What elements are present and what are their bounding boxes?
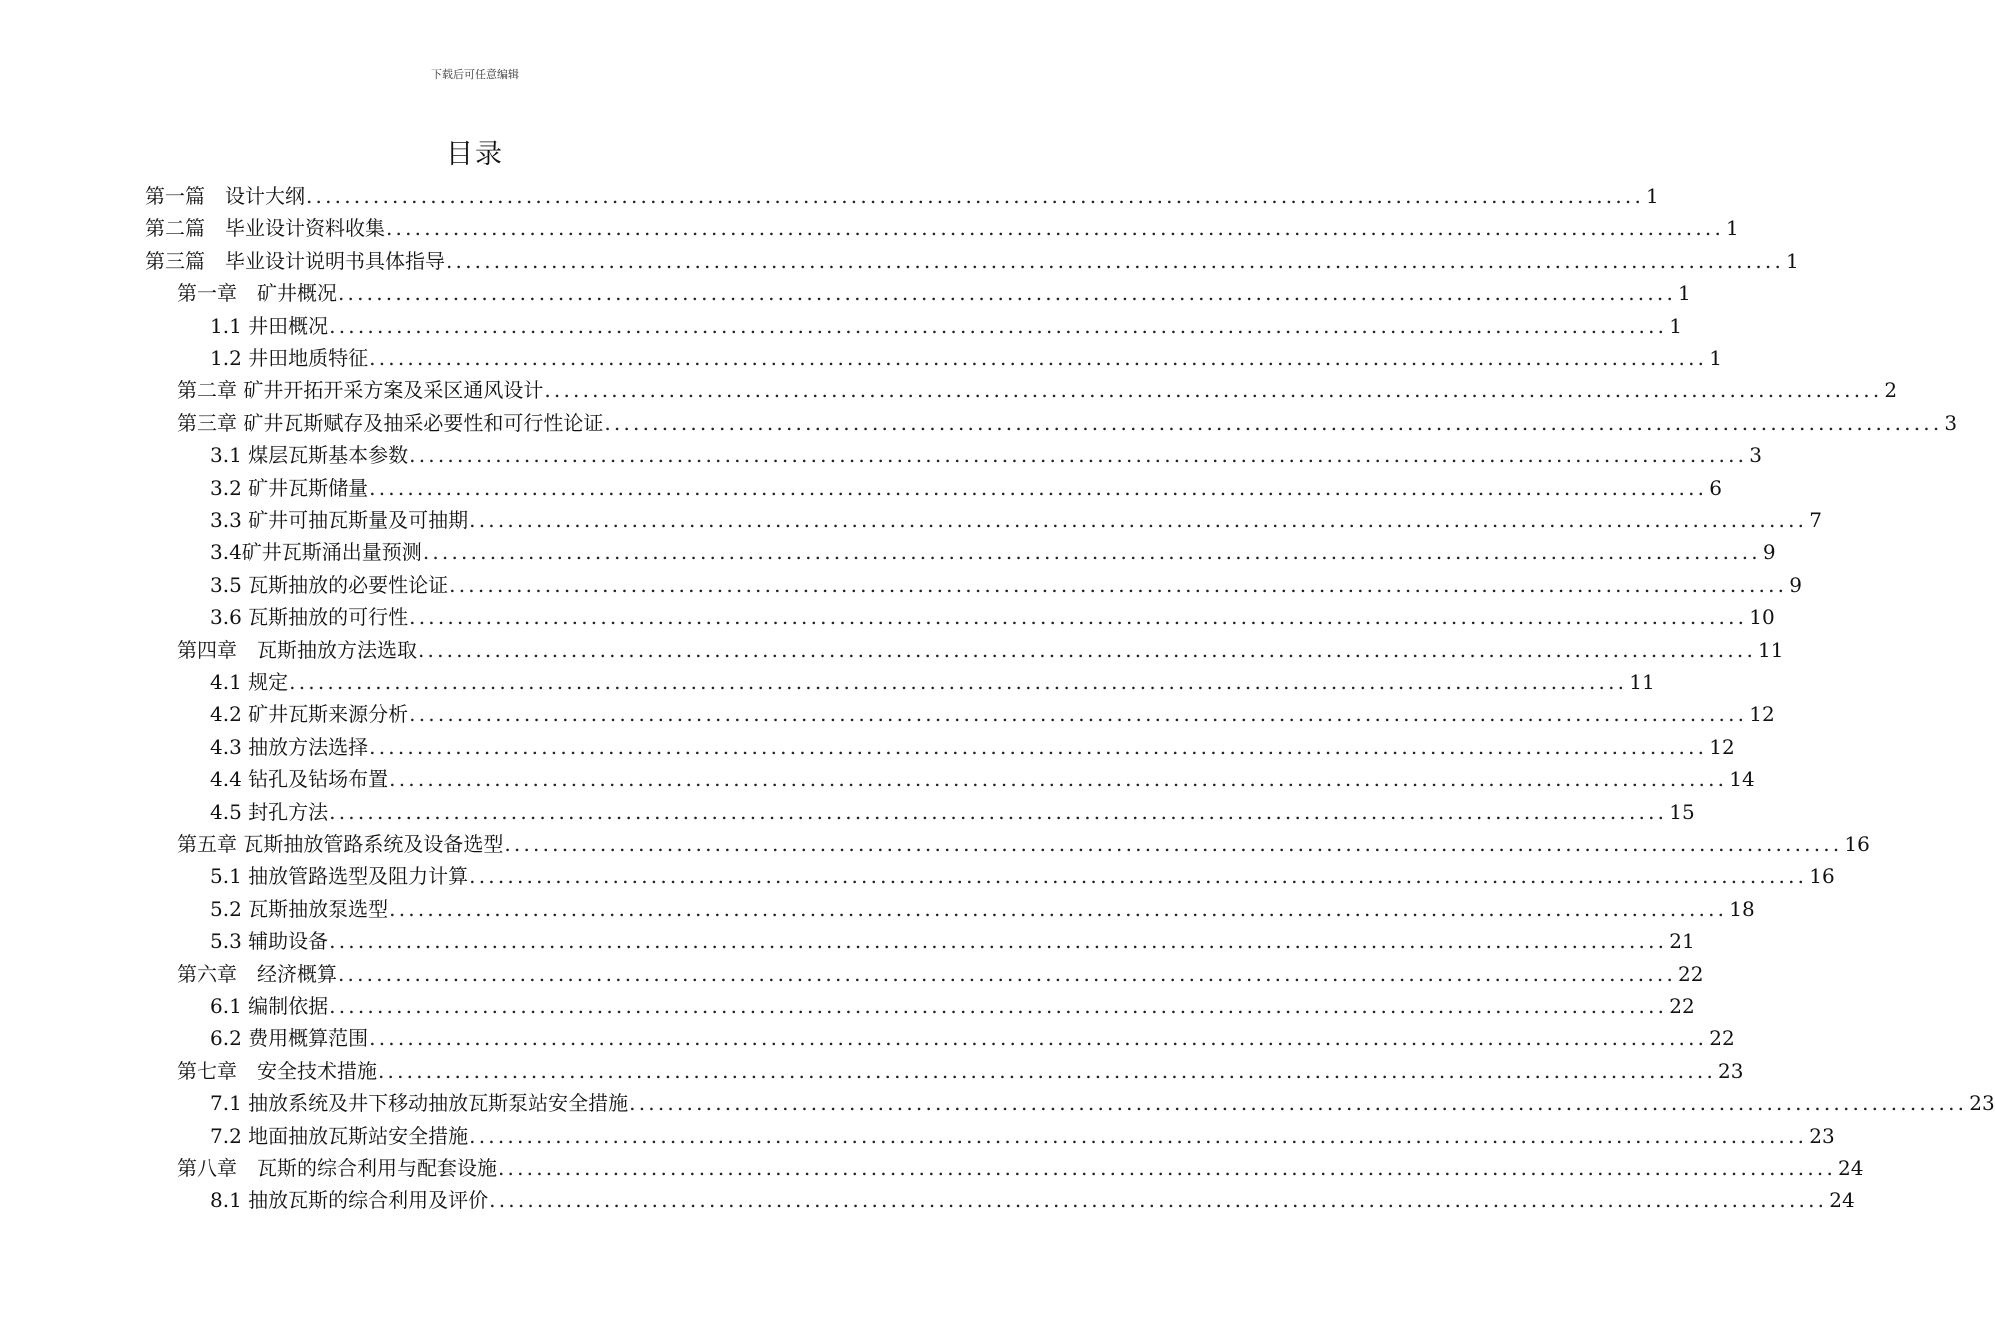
toc-entry-page-number: 1 [1786, 248, 1799, 273]
toc-entry-page-number: 6 [1709, 475, 1722, 500]
dot-leader: ............................................................................................................................................ [329, 994, 1668, 1018]
dot-leader: ............................................................................................................................................ [449, 572, 1788, 597]
dot-leader: ............................................................................................................................................ [306, 184, 1645, 208]
dot-leader: ............................................................................................................................................ [386, 216, 1725, 241]
dot-leader: ............................................................................................................................................ [544, 378, 1883, 403]
dot-leader: ............................................................................................................................................ [389, 767, 1728, 792]
toc-entry-label: 第四章 瓦斯抽放方法选取 [177, 637, 417, 662]
toc-entry[interactable] [210, 310, 1682, 342]
toc-entry-label: 5.1 抽放管路选型及阻力计算 [210, 864, 469, 889]
toc-entry[interactable] [177, 407, 1958, 439]
dot-leader: ............................................................................................................................................ [338, 961, 1677, 986]
toc-entry[interactable] [177, 1055, 1744, 1087]
toc-entry-label: 8.1 抽放瓦斯的综合利用及评价 [210, 1188, 489, 1213]
toc-entry-page-number: 22 [1678, 961, 1704, 986]
dot-leader: ............................................................................................................................................ [338, 281, 1677, 306]
dot-leader: ............................................................................................................................................ [469, 508, 1808, 532]
toc-entry-label: 第五章 瓦斯抽放管路系统及设备选型 [177, 832, 504, 856]
dot-leader: ............................................................................................................................................ [369, 1026, 1708, 1051]
toc-entry-label: 第三篇 毕业设计说明书具体指导 [145, 248, 445, 273]
header-note: 下载后可任意编辑 [431, 68, 519, 81]
dot-leader: ............................................................................................................................................ [329, 313, 1668, 338]
toc-entry-label: 3.5 瓦斯抽放的必要性论证 [210, 572, 449, 597]
toc-entry[interactable] [177, 374, 1898, 406]
toc-entry-label: 6.1 编制依据 [210, 994, 329, 1018]
toc-entry[interactable] [210, 893, 1755, 925]
toc-entry-page-number: 18 [1729, 896, 1755, 921]
toc-entry-label: 第二篇 毕业设计资料收集 [145, 216, 385, 241]
toc-entry-page-number: 1 [1709, 346, 1722, 370]
toc-entry[interactable] [210, 698, 1775, 730]
dot-leader: ............................................................................................................................................ [604, 410, 1943, 435]
toc-entry[interactable] [210, 860, 1835, 892]
dot-leader: ............................................................................................................................................ [629, 1091, 1968, 1116]
toc-entry-page-number: 14 [1729, 767, 1755, 792]
toc-entry-page-number: 2 [1884, 378, 1898, 403]
toc-entry[interactable] [210, 569, 1802, 601]
toc-entry[interactable] [210, 504, 1822, 536]
toc-entry-label: 7.2 地面抽放瓦斯站安全措施 [210, 1123, 469, 1148]
toc-entry-label: 第二章 矿井开拓开采方案及采区通风设计 [177, 378, 544, 403]
dot-leader: ............................................................................................................................................ [469, 1123, 1808, 1148]
dot-leader: ............................................................................................................................................ [409, 702, 1748, 727]
toc-entry-page-number: 24 [1838, 1156, 1864, 1180]
dot-leader: ............................................................................................................................................ [369, 734, 1708, 759]
toc-entry-label: 第一章 矿井概况 [177, 281, 337, 306]
toc-entry-page-number: 1 [1726, 216, 1739, 241]
toc-entry-label: 第一篇 设计大纲 [145, 184, 305, 208]
toc-entry-label: 1.1 井田概况 [210, 313, 329, 338]
toc-entry-label: 3.6 瓦斯抽放的可行性 [210, 605, 409, 630]
toc-entry-label: 第六章 经济概算 [177, 961, 337, 986]
toc-entry[interactable] [145, 212, 1739, 244]
toc-entry-page-number: 9 [1789, 572, 1802, 597]
toc-entry[interactable] [210, 731, 1735, 763]
toc-entry-page-number: 22 [1709, 1026, 1735, 1051]
dot-leader: ............................................................................................................................................ [418, 637, 1757, 662]
toc-entry[interactable] [177, 634, 1784, 666]
toc-entry-label: 3.4矿井瓦斯涌出量预测 [210, 540, 422, 565]
dot-leader: ............................................................................................................................................ [409, 605, 1748, 630]
dot-leader: ............................................................................................................................................ [504, 832, 1843, 856]
toc-entry-label: 4.2 矿井瓦斯来源分析 [210, 702, 409, 727]
toc-entry[interactable] [210, 439, 1762, 471]
toc-entry-label: 第三章 矿井瓦斯赋存及抽采必要性和可行性论证 [177, 410, 604, 435]
toc-entry-page-number: 23 [1718, 1058, 1744, 1083]
toc-entry-label: 3.2 矿井瓦斯储量 [210, 475, 369, 500]
toc-entry[interactable] [145, 180, 1659, 212]
dot-leader: ............................................................................................................................................ [289, 670, 1628, 694]
toc-entry-page-number: 12 [1709, 734, 1735, 759]
toc-entry-page-number: 16 [1809, 864, 1835, 889]
toc-entry[interactable] [210, 472, 1722, 504]
toc-entry[interactable] [210, 925, 1695, 957]
dot-leader: ............................................................................................................................................ [422, 540, 1761, 565]
toc-entry-label: 3.3 矿井可抽瓦斯量及可抽期 [210, 508, 469, 532]
toc-entry-label: 1.2 井田地质特征 [210, 346, 369, 370]
toc-entry-page-number: 1 [1646, 184, 1659, 208]
dot-leader: ............................................................................................................................................ [446, 248, 1785, 273]
dot-leader: ............................................................................................................................................ [329, 929, 1668, 954]
toc-entry-page-number: 1 [1678, 281, 1691, 306]
toc-entry[interactable] [177, 277, 1691, 309]
toc-entry-page-number: 3 [1944, 410, 1958, 435]
toc-entry-label: 7.1 抽放系统及井下移动抽放瓦斯泵站安全措施 [210, 1091, 629, 1116]
toc-entry-label: 4.4 钻孔及钻场布置 [210, 767, 389, 792]
dot-leader: ............................................................................................................................................ [489, 1188, 1828, 1213]
toc-entry[interactable] [210, 1022, 1735, 1054]
toc-entry-page-number: 23 [1969, 1091, 1995, 1116]
toc-entry-page-number: 21 [1669, 929, 1695, 954]
toc-entry-page-number: 3 [1749, 443, 1762, 468]
toc-entry-label: 第八章 瓦斯的综合利用与配套设施 [177, 1156, 497, 1180]
toc-entry[interactable] [210, 796, 1695, 828]
toc-entry[interactable] [210, 1184, 1855, 1216]
toc-entry[interactable] [210, 601, 1775, 633]
toc-entry[interactable] [210, 666, 1655, 698]
toc-entry[interactable] [177, 958, 1704, 990]
toc-entry[interactable] [210, 990, 1695, 1022]
toc-entry-page-number: 16 [1844, 832, 1870, 856]
dot-leader: ............................................................................................................................................ [409, 443, 1748, 468]
toc-entry-page-number: 1 [1669, 313, 1682, 338]
dot-leader: ............................................................................................................................................ [498, 1156, 1837, 1180]
toc-entry[interactable] [210, 536, 1776, 568]
dot-leader: ............................................................................................................................................ [369, 346, 1708, 370]
toc-entry-page-number: 24 [1829, 1188, 1855, 1213]
toc-entry-page-number: 23 [1809, 1123, 1835, 1148]
toc-entry-page-number: 11 [1629, 670, 1655, 694]
toc-entry-page-number: 10 [1749, 605, 1775, 630]
toc-entry[interactable] [177, 1152, 1864, 1184]
toc-entry-label: 5.3 辅助设备 [210, 929, 329, 954]
dot-leader: ............................................................................................................................................ [378, 1058, 1717, 1083]
toc-entry-page-number: 7 [1809, 508, 1822, 532]
toc-entry[interactable] [210, 342, 1722, 374]
toc-entry-page-number: 9 [1762, 540, 1776, 565]
toc-entry-page-number: 11 [1758, 637, 1784, 662]
toc-entry[interactable] [210, 763, 1755, 795]
dot-leader: ............................................................................................................................................ [389, 896, 1728, 921]
toc-entry-page-number: 12 [1749, 702, 1775, 727]
dot-leader: ............................................................................................................................................ [369, 475, 1708, 500]
toc-entry[interactable] [210, 1087, 1995, 1119]
toc-entry-label: 5.2 瓦斯抽放泵选型 [210, 896, 389, 921]
toc-entry-label: 4.5 封孔方法 [210, 799, 329, 824]
toc-entry[interactable] [145, 245, 1799, 277]
dot-leader: ............................................................................................................................................ [329, 799, 1668, 824]
dot-leader: ............................................................................................................................................ [469, 864, 1808, 889]
toc-entry[interactable] [210, 1120, 1835, 1152]
toc-entry-label: 3.1 煤层瓦斯基本参数 [210, 443, 409, 468]
toc-entry-label: 第七章 安全技术措施 [177, 1058, 377, 1083]
toc-title: 目录 [446, 139, 504, 170]
toc-entry-page-number: 15 [1669, 799, 1695, 824]
toc-entry-label: 6.2 费用概算范围 [210, 1026, 369, 1051]
toc-entry-page-number: 22 [1669, 994, 1695, 1018]
toc-entry-label: 4.3 抽放方法选择 [210, 734, 369, 759]
toc-entry-label: 4.1 规定 [210, 670, 289, 694]
toc-entry[interactable] [177, 828, 1870, 860]
